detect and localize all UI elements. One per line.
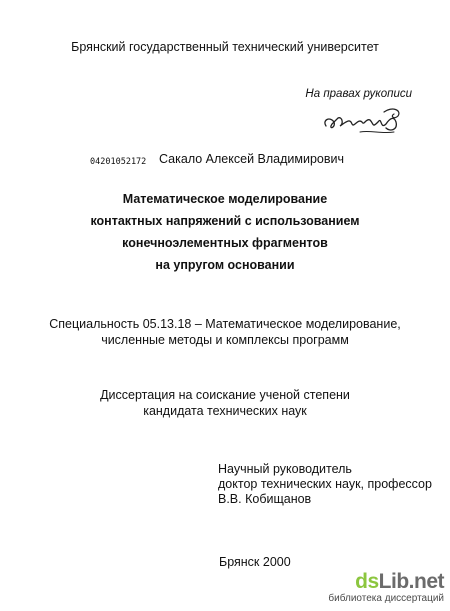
specialty bbox=[0, 316, 450, 348]
author-name: Сакало Алексей Владимирович bbox=[159, 152, 344, 166]
degree-statement bbox=[0, 387, 450, 419]
dissertation-title bbox=[0, 188, 450, 276]
place-year: Брянск 2000 bbox=[219, 555, 291, 569]
title-line: на упругом основании bbox=[155, 258, 295, 272]
watermark bbox=[328, 571, 444, 605]
watermark-logo-net: .net bbox=[408, 570, 444, 593]
university-name: Брянский государственный технический университет bbox=[71, 40, 379, 54]
watermark-logo bbox=[328, 571, 444, 593]
title-line: контактных напряжений с использованием bbox=[90, 214, 360, 228]
title-line: Математическое моделирование bbox=[122, 192, 328, 206]
catalog-number: 04201052172 bbox=[90, 157, 147, 167]
supervisor-line: Научный руководитель bbox=[218, 462, 352, 476]
watermark-logo-ds: ds bbox=[355, 570, 379, 593]
watermark-subtitle: библиотека диссертаций bbox=[328, 593, 444, 604]
handwritten-signature bbox=[320, 104, 410, 138]
specialty-line: численные методы и комплексы программ bbox=[101, 333, 349, 347]
rights-note: На правах рукописи bbox=[305, 88, 412, 100]
specialty-line: Специальность 05.13.18 – Математическое моделирование, bbox=[49, 317, 401, 331]
watermark-logo-lib: Lib bbox=[378, 570, 409, 593]
supervisor-block bbox=[218, 462, 432, 507]
supervisor-line: доктор технических наук, профессор bbox=[218, 477, 432, 491]
supervisor-line: В.В. Кобищанов bbox=[218, 492, 312, 506]
degree-line: кандидата технических наук bbox=[143, 404, 307, 418]
title-line: конечноэлементных фрагментов bbox=[122, 236, 328, 250]
degree-line: Диссертация на соискание ученой степени bbox=[100, 388, 350, 402]
